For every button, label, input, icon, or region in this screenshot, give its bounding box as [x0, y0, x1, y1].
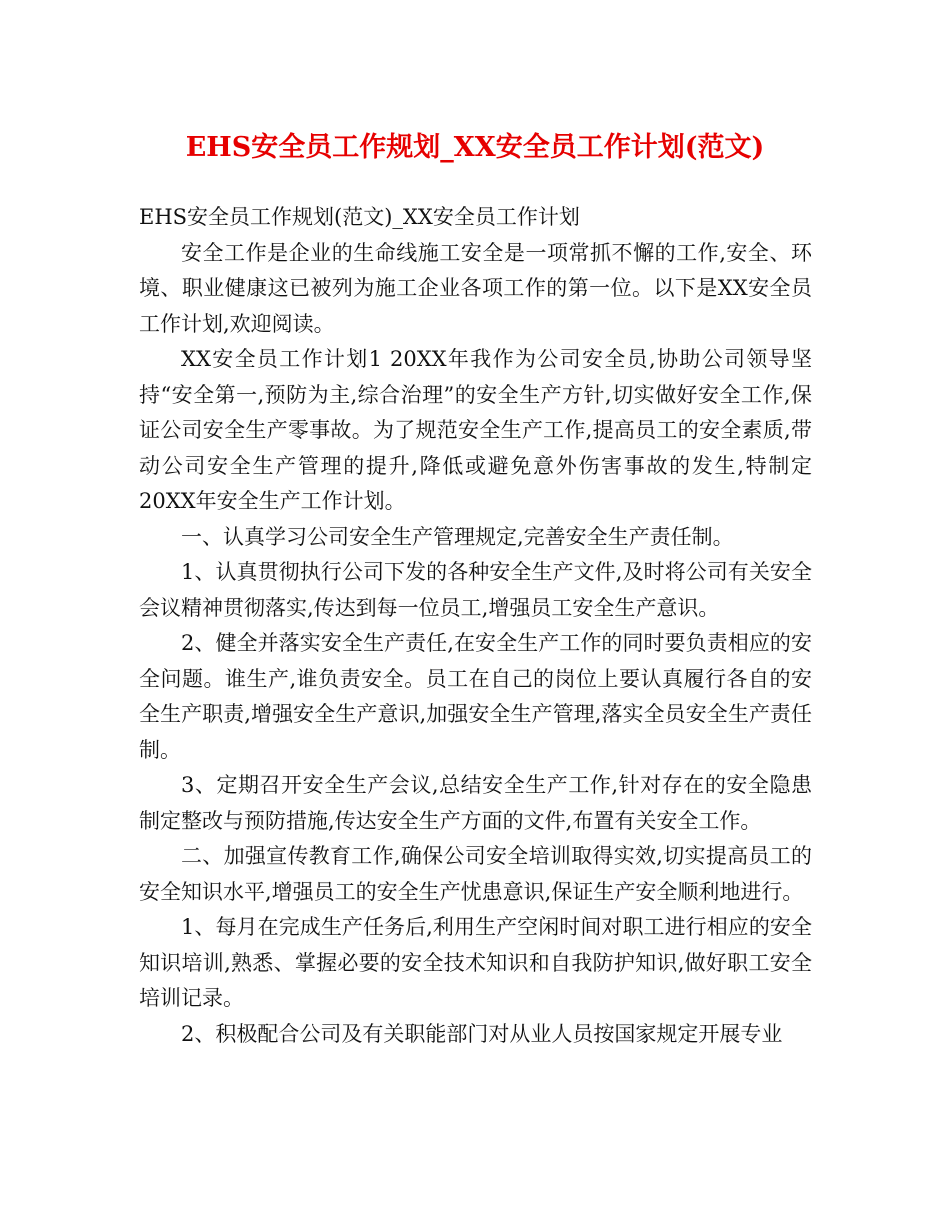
- section-heading-2: 二、加强宣传教育工作,确保公司安全培训取得实效,切实提高员工的安全知识水平,增强员工的安全生产忧患意识,保证生产安全顺利地进行。: [139, 844, 812, 904]
- paragraph-plan-1: XX安全员工作计划1 20XX年我作为公司安全员,协助公司领导坚持“安全第一,预防为主,综合治理”的安全生产方针,切实做好安全工作,保证公司安全生产零事故。为了规范安全生产工作,提高员工的安全素质,带动公司安全生产管理的提升,降低或避免意外伤害事故的发生,特制定20XX年安全生产工作计划。: [139, 347, 812, 513]
- paragraph-item: 2、健全并落实安全生产责任,在安全生产工作的同时要负责相应的安全问题。谁生产,谁负责安全。员工在自己的岗位上要认真履行各自的安全生产职责,增强安全生产意识,加强安全生产管理,落实全员安全生产责任制。: [139, 631, 812, 762]
- paragraph-item: 1、每月在完成生产任务后,利用生产空闲时间对职工进行相应的安全知识培训,熟悉、掌握必要的安全技术知识和自我防护知识,做好职工安全培训记录。: [139, 915, 812, 1010]
- paragraph-item: 2、积极配合公司及有关职能部门对从业人员按国家规定开展专业: [181, 1021, 783, 1046]
- document-body: [139, 200, 812, 1052]
- paragraph-item: 3、定期召开安全生产会议,总结安全生产工作,针对存在的安全隐患制定整改与预防措施,传达安全生产方面的文件,布置有关安全工作。: [139, 773, 812, 833]
- paragraph-item: 1、认真贯彻执行公司下发的各种安全生产文件,及时将公司有关安全会议精神贯彻落实,传达到每一位员工,增强员工安全生产意识。: [139, 560, 812, 620]
- paragraph-intro: 安全工作是企业的生命线施工安全是一项常抓不懈的工作,安全、环境、职业健康这已被列为施工企业各项工作的第一位。以下是XX安全员工作计划,欢迎阅读。: [139, 240, 812, 336]
- document-title: EHS安全员工作规划_XX安全员工作计划(范文): [185, 132, 765, 163]
- subtitle-line: EHS安全员工作规划(范文)_XX安全员工作计划: [139, 205, 580, 229]
- section-heading-1: 一、认真学习公司安全生产管理规定,完善安全生产责任制。: [181, 524, 734, 549]
